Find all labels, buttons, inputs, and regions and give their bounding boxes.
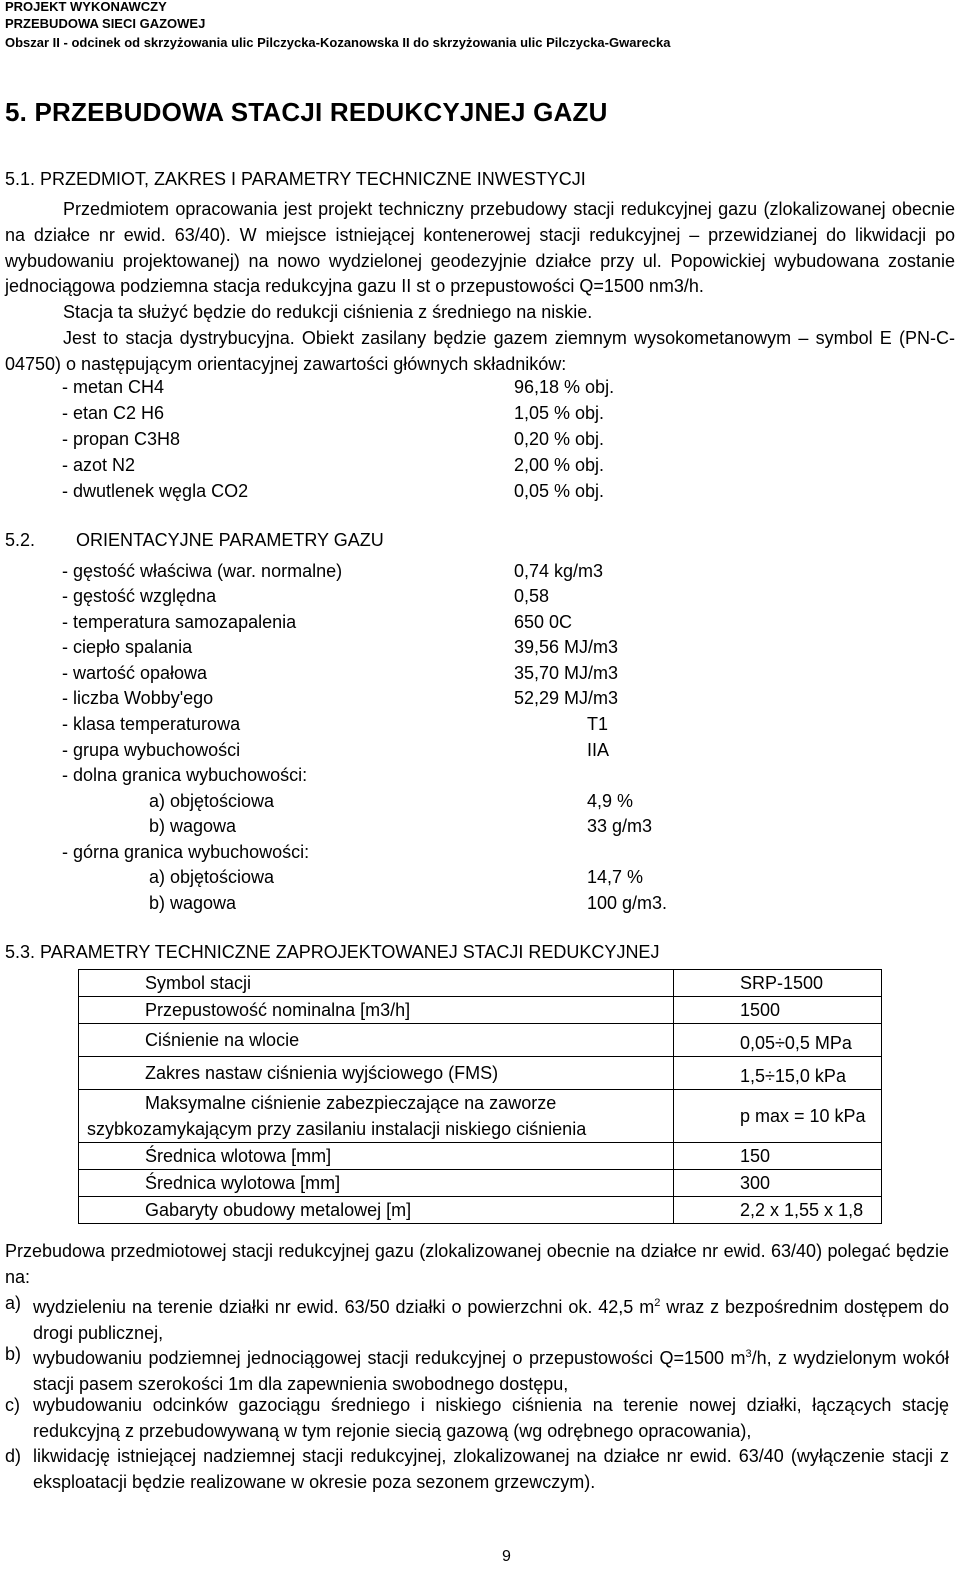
param-value: T1	[587, 714, 609, 734]
table-value: 1,5÷15,0 kPa	[674, 1057, 882, 1090]
component-name: - propan C3H8	[62, 429, 181, 449]
table-row	[79, 1143, 882, 1170]
param-value: 39,56 MJ/m3	[514, 637, 619, 657]
header-project: PROJEKT WYKONAWCZY	[5, 0, 167, 14]
list-marker: c)	[5, 1395, 20, 1415]
param-name: - wartość opałowa	[62, 663, 208, 683]
s1-line: Przedmiotem opracowania jest projekt techniczny przebudowy stacji redukcyjnej gazu (zlokalizowanej obecnie	[63, 199, 955, 219]
param-value: 52,29 MJ/m3	[514, 688, 619, 708]
param-value: 35,70 MJ/m3	[514, 663, 619, 683]
s1-line: 04750) o następującym orientacyjnej zawartości głównych składników:	[5, 353, 567, 374]
param-name: - gęstość właściwa (war. normalne)	[62, 561, 343, 581]
component-value: 96,18 % obj.	[514, 377, 615, 397]
table-label: Gabaryty obudowy metalowej [m]	[79, 1197, 674, 1224]
component-name: - metan CH4	[62, 377, 165, 397]
list-item	[5, 1342, 949, 1397]
table-value: 300	[674, 1170, 882, 1197]
param-value: 100 g/m3.	[587, 893, 668, 913]
s1-text	[5, 197, 955, 378]
table-value: 150	[674, 1143, 882, 1170]
param-value: 650 0C	[514, 612, 573, 632]
s2-heading: ORIENTACYJNE PARAMETRY GAZU	[76, 530, 384, 550]
s1-line: wybudowaniu projektowanej) na nowo wydzielonej geodezyjnie działce przy ul. Popowickiej wybudowana zostanie	[5, 250, 955, 271]
table-label-multiline	[79, 1090, 674, 1143]
s2-number: 5.2.	[5, 530, 36, 550]
param-name: - liczba Wobby'ego	[62, 688, 214, 708]
superscript: 2	[654, 1297, 661, 1309]
list-text-part: wraz z bezpośrednim dostępem do drogi publicznej,	[33, 1297, 949, 1343]
list-text: wybudowaniu odcinków gazociągu średniego i niskiego ciśnienia na terenie nowej działki, łączących stację redukcyjną z przebudowywaną w tym rejonie siecią gazową (wg odrębnego opracowania),	[33, 1395, 949, 1441]
table-label: Symbol stacji	[79, 970, 674, 997]
list-marker: d)	[5, 1446, 22, 1466]
s1-line: jednociągowa podziemna stacja redukcyjna gazu II st o przepustowości Q=1500 nm3/h.	[5, 276, 704, 297]
table-value: 0,05÷0,5 MPa	[674, 1024, 882, 1057]
list-text-part: /h, z wydzielonym wokół stacji pasem szerokości 1m dla zapewnienia swobodnego dostępu,	[33, 1348, 949, 1394]
list-text: likwidację istniejącej nadziemnej stacji redukcyjnej, zlokalizowanej na działce nr ewid. 63/40 (wyłączenie stacji z eksploatacji będzie realizowane w okresie poza sezonem grzewczym).	[33, 1446, 949, 1492]
param-name: a) objętościowa	[149, 791, 275, 811]
table-label: Średnica wlotowa [mm]	[79, 1143, 674, 1170]
component-name: - azot N2	[62, 455, 136, 475]
superscript: 3	[745, 1348, 752, 1360]
component-value: 1,05 % obj.	[514, 403, 605, 423]
table-row	[79, 1090, 882, 1143]
table-label: Zakres nastaw ciśnienia wyjściowego (FMS)	[79, 1057, 674, 1090]
table-row	[79, 997, 882, 1024]
table-row	[79, 1197, 882, 1224]
tech-params-table	[78, 969, 882, 1224]
closing-intro: Przebudowa przedmiotowej stacji redukcyjnej gazu (zlokalizowanej obecnie na działce nr ewid. 63/40) polegać będzie na:	[5, 1241, 949, 1287]
param-name: - górna granica wybuchowości:	[62, 842, 310, 862]
table-row	[79, 1024, 882, 1057]
page-number: 9	[502, 1548, 511, 1565]
section-title: 5. PRZEBUDOWA STACJI REDUKCYJNEJ GAZU	[5, 97, 608, 127]
param-name: a) objętościowa	[149, 867, 275, 887]
param-name: - gęstość względna	[62, 586, 217, 606]
param-value: 0,58	[514, 586, 550, 606]
table-label: Ciśnienie na wlocie	[79, 1024, 674, 1057]
component-value: 0,20 % obj.	[514, 429, 605, 449]
list-item	[5, 1444, 949, 1495]
header-area: Obszar II - odcinek od skrzyżowania ulic Pilczycka-Kozanowska II do skrzyżowania ulic Pilczycka-Gwarecka	[5, 35, 671, 50]
s1-line: Stacja ta służyć będzie do redukcji ciśnienia z średniego na niskie.	[63, 302, 593, 323]
s1-heading: 5.1. PRZEDMIOT, ZAKRES I PARAMETRY TECHNICZNE INWESTYCJI	[5, 169, 586, 189]
table-value: 1500	[674, 997, 882, 1024]
table-label-line: szybkozamykającym przy zasilaniu instalacji niskiego ciśnienia	[87, 1119, 587, 1139]
list-text-part: wydzieleniu na terenie działki nr ewid. 63/50 działki o powierzchni ok. 42,5 m	[33, 1297, 655, 1317]
param-name: b) wagowa	[149, 893, 237, 913]
table-label: Średnica wylotowa [mm]	[79, 1170, 674, 1197]
list-text	[5, 1291, 949, 1346]
table-row	[79, 970, 882, 997]
table-row	[79, 1170, 882, 1197]
param-name: - dolna granica wybuchowości:	[62, 765, 308, 785]
list-text	[5, 1342, 949, 1397]
table-row	[79, 1057, 882, 1090]
list-marker: a)	[5, 1293, 22, 1313]
param-name: - klasa temperaturowa	[62, 714, 241, 734]
s3-heading: 5.3. PARAMETRY TECHNICZNE ZAPROJEKTOWANEJ STACJI REDUKCYJNEJ	[5, 942, 660, 962]
param-value: IIA	[587, 740, 610, 760]
component-value: 2,00 % obj.	[514, 455, 605, 475]
param-name: - grupa wybuchowości	[62, 740, 241, 760]
table-value: 2,2 x 1,55 x 1,8	[674, 1197, 882, 1224]
list-item	[5, 1393, 949, 1444]
table-label-line: Maksymalne ciśnienie zabezpieczające na zaworze	[145, 1093, 557, 1113]
s1-line: na działce nr ewid. 63/40). W miejsce istniejącej kontenerowej stacji redukcyjnej – przewidzianej do likwidacji po	[5, 224, 955, 245]
component-name: - dwutlenek węgla CO2	[62, 481, 249, 501]
param-name: b) wagowa	[149, 816, 237, 836]
list-text-part: wybudowaniu podziemnej jednociągowej stacji redukcyjnej o przepustowości Q=1500 m	[33, 1348, 746, 1368]
table-value: SRP-1500	[674, 970, 882, 997]
table-value: p max = 10 kPa	[674, 1090, 882, 1143]
param-value: 4,9 %	[587, 791, 634, 811]
list-marker: b)	[5, 1344, 22, 1364]
component-value: 0,05 % obj.	[514, 481, 605, 501]
param-name: - ciepło spalania	[62, 637, 193, 657]
param-name: - temperatura samozapalenia	[62, 612, 297, 632]
param-value: 14,7 %	[587, 867, 644, 887]
header-subject: PRZEBUDOWA SIECI GAZOWEJ	[5, 16, 206, 31]
s1-line: Jest to stacja dystrybucyjna. Obiekt zasilany będzie gazem ziemnym wysokometanowym – symbol E (PN-C-	[63, 327, 955, 348]
component-name: - etan C2 H6	[62, 403, 165, 423]
param-value: 33 g/m3	[587, 816, 653, 836]
table-label: Przepustowość nominalna [m3/h]	[79, 997, 674, 1024]
param-value: 0,74 kg/m3	[514, 561, 604, 581]
list-item	[5, 1291, 949, 1346]
